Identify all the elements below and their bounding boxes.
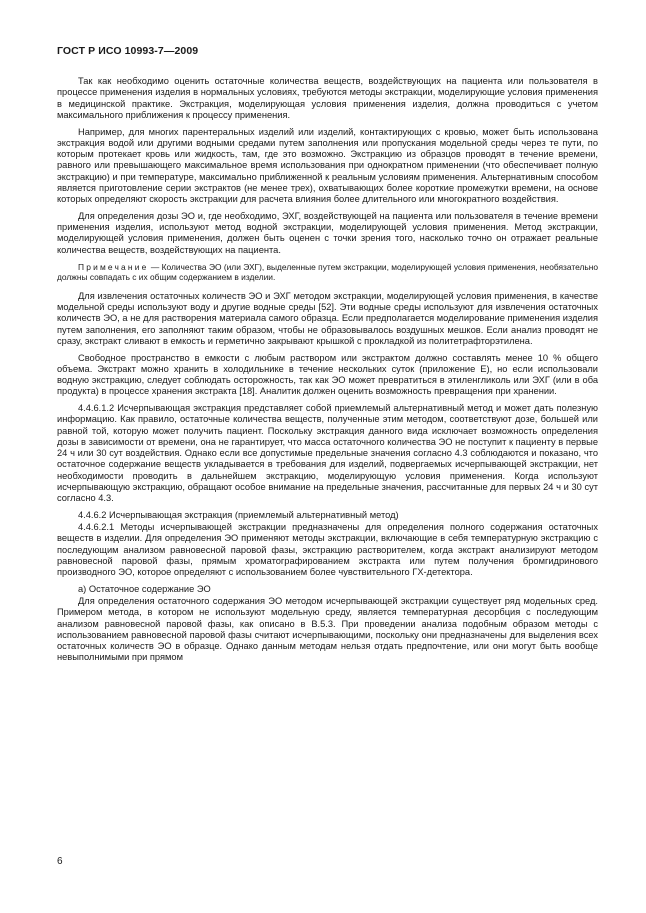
list-item: а) Остаточное содержание ЭО (78, 583, 211, 594)
note-text: — Количества ЭО (или ЭХГ), выделенные путем экстракции, моделирующей условия применения, необязательно должны совпадать с их общим содержанием в изделии. (57, 261, 598, 283)
note (57, 262, 598, 283)
paragraph: Для определения дозы ЭО и, где необходимо, ЭХГ, воздействующей на пациента или пользователя в течение времени применения изделия, используют метод водной экстракции, моделирующей условия применения. Метод экстракции, моделирующей условия применения, должен быть оценен с точки зрения того, насколько точно он отражает реальные количества веществ, воздействующих на пациента. (57, 210, 598, 255)
paragraph: Свободное пространство в емкости с любым раствором или экстрактом должно составлять менее 10 % общего объема. Экстракт можно хранить в холодильнике в течение нескольких суток (приложение Е), но если использовали водную экстракцию, следует соблюдать осторожность, так как ЭО может превратиться в этиленгликоль или ЭХГ (или в оба продукта) в процессе хранения экстракта [18]. Аналитик должен оценить возможность превращения при хранении. (57, 352, 598, 397)
page-number: 6 (57, 856, 63, 867)
paragraph: Для определения остаточного содержания ЭО методом исчерпывающей экстракции существует ряд модельных сред. Примером метода, в котором не используют модельную среду, является температурная десорбция с последующим анализом равновесной паровой фазы, как описано в В.5.3. При проведении анализа подобным образом методы с использованием равновесной паровой фазы считают исчерпывающими, поскольку они предназначены для выделения всех остаточных количеств ЭО в образце. Однако данным методам нельзя отдать предпочтение, или они могут быть вообще невыполнимыми при прямом (57, 596, 598, 663)
document-header: ГОСТ Р ИСО 10993-7—2009 (57, 45, 199, 57)
paragraph: Например, для многих парентеральных изделий или изделий, контактирующих с кровью, может быть использована экстракция водой или другими водными средами путем заполнения или пропускания модельной среды через те пути, по которым протекает кровь или жидкость, там, где это возможно. Экстракцию из образцов проводят в течение времени, равного или превышающего максимальное время использования при однократном применении (что обеспечивает полную экстракцию) и при температуре, максимально приближенной к реальным условиям применения. Альтернативным способом является приготовление серии экстрактов (не менее трех), охватывающих более короткие промежутки времени, на основе которых определяют скорость экстракции для расчета влияния более длительного или многократного воздействия. (57, 126, 598, 204)
paragraph: 4.4.6.2.1 Методы исчерпывающей экстракции предназначены для определения полного содержания остаточных веществ в изделии. Для определения ЭО применяют методы экстракции, включающие в себя температурную экстракцию с последующим анализом равновесной паровой фазы, экстракцию растворителем, когда экстракт анализируют методом равновесной паровой фазы, прямым хроматографированием экстракта или путем получения бромгидринового производного ЭО, которое определяют с использованием более чувствительного ГХ-детектора. (57, 522, 598, 577)
paragraph: Для извлечения остаточных количеств ЭО и ЭХГ методом экстракции, моделирующей условия применения, в качестве модельной среды используют воду и другие водные среды [52]. Эти водные среды используют для извлечения остаточных количеств ЭО, а не для растворения материала самого образца. Если предполагается моделирование применения изделия путем заполнения, его заполняют таким образом, чтобы не образовывалось воздушных мешков. Если анализ проводят не сразу, экстракт сливают в емкость и герметично закрывают крышкой с прокладкой из политетрафторэтилена. (57, 290, 598, 346)
document-body (57, 76, 598, 669)
note-label: Примечание (78, 261, 149, 272)
paragraph: Так как необходимо оценить остаточные количества веществ, воздействующих на пациента или пользователя в процессе применения изделия в нормальных условиях, требуются методы экстракции, моделирующие условия применения в медицинской практике. Экстракция, моделирующая условия применения изделия, должна проводиться с учетом максимального приближения к процессу применения. (57, 76, 598, 120)
section-heading: 4.4.6.2 Исчерпывающая экстракция (приемлемый альтернативный метод) (78, 509, 399, 520)
paragraph: 4.4.6.1.2 Исчерпывающая экстракция представляет собой приемлемый альтернативный метод и может дать полезную информацию. Как правило, остаточные количества веществ, полученные этим методом, соответствуют дозе, большей или равной той, которую может получить пациент. Поскольку экстракция данного вида исключает возможность определения дозы в зависимости от времени, она не гарантирует, что масса остаточного количества ЭО не поступит к пациенту в первые 24 ч или 30 сут воздействия. Однако если все допустимые предельные значения согласно 4.3 соблюдаются и показано, что остаточное содержание веществ укладывается в требования для изделий, подвергаемых исчерпывающей экстракции, нет необходимости проводить в дальнейшем экстракцию, моделирующую условия применения. Когда используют исчерпывающую экстракцию, обращают особое внимание на предельные значения, рассчитанные для первых 24 ч и 30 сут согласно 4.3. (57, 403, 598, 503)
